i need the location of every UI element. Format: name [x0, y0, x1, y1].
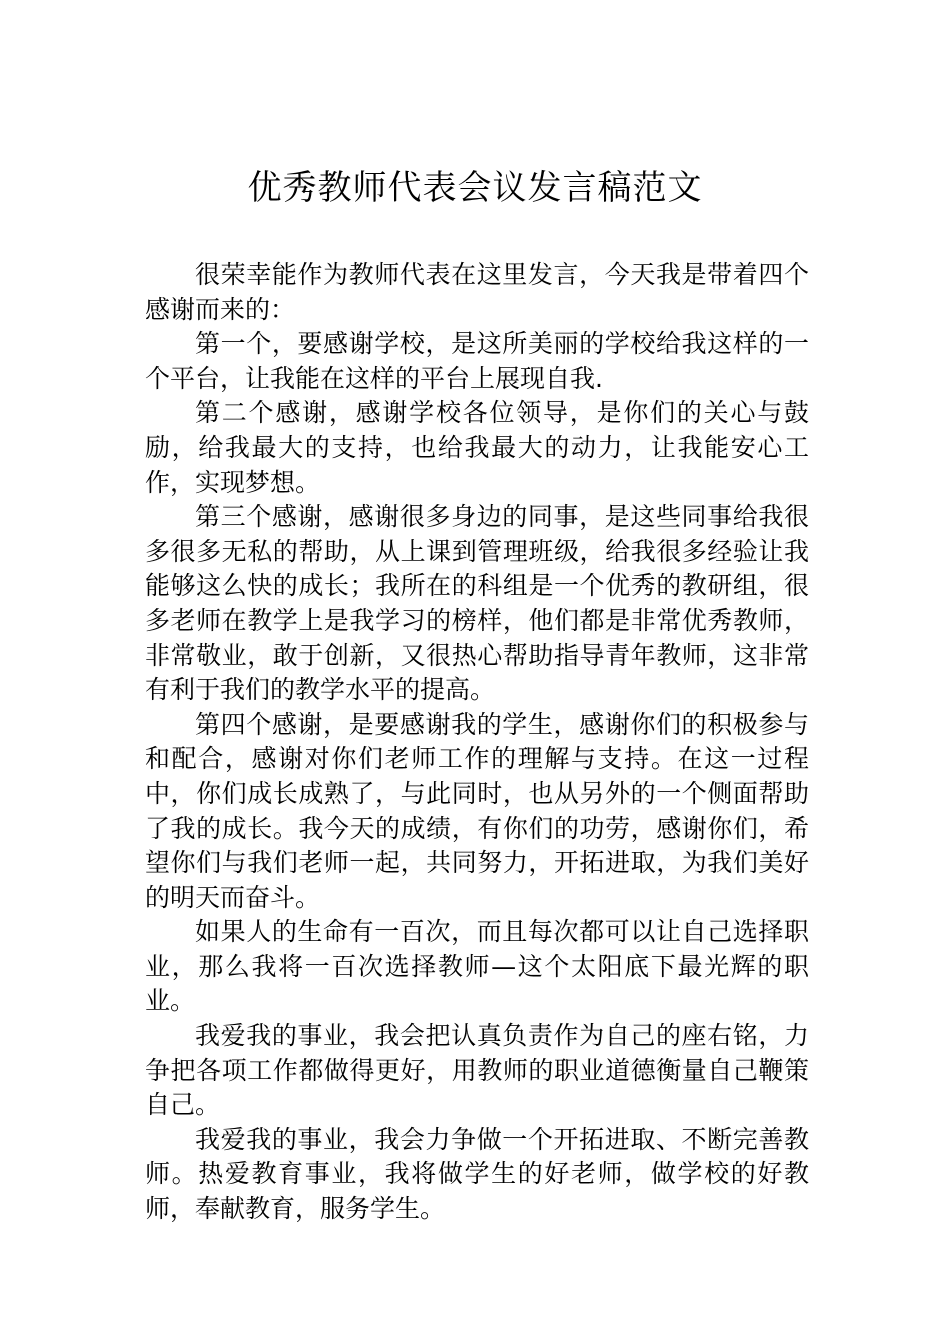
paragraph-thanks-leaders: 第二个感谢，感谢学校各位领导，是你们的关心与鼓励，给我最大的支持，也给我最大的动力，让我能安心工作，实现梦想。 [145, 398, 809, 497]
document-body [145, 258, 809, 1227]
paragraph-thanks-students: 第四个感谢，是要感谢我的学生，感谢你们的积极参与和配合，感谢对你们老师工作的理解与支持。在这一过程中，你们成长成熟了，与此同时，也从另外的一个侧面帮助了我的成长。我今天的成绩，有你们的功劳，感谢你们，希望你们与我们老师一起，共同努力，开拓进取，为我们美好的明天而奋斗。 [145, 709, 809, 912]
paragraph-intro: 很荣幸能作为教师代表在这里发言，今天我是带着四个感谢而来的： [145, 260, 809, 324]
paragraph-thanks-school: 第一个，要感谢学校，是这所美丽的学校给我这样的一个平台，让我能在这样的平台上展现自我. [145, 329, 809, 393]
paragraph-career-choice: 如果人的生命有一百次，而且每次都可以让自己选择职业，那么我将一百次选择教师—这个太阳底下最光辉的职业。 [145, 917, 809, 1016]
document-title: 优秀教师代表会议发言稿范文 [247, 168, 703, 208]
paragraph-thanks-colleagues: 第三个感谢，感谢很多身边的同事，是这些同事给我很多很多无私的帮助，从上课到管理班级，给我很多经验让我能够这么快的成长；我所在的科组是一个优秀的教研组，很多老师在教学上是我学习的榜样，他们都是非常优秀教师，非常敬业，敢于创新，又很热心帮助指导青年教师，这非常有利于我们的教学水平的提高。 [145, 502, 809, 705]
paragraph-motto: 我爱我的事业，我会把认真负责作为自己的座右铭，力争把各项工作都做得更好，用教师的职业道德衡量自己鞭策自己。 [145, 1021, 809, 1120]
paragraph-commitment: 我爱我的事业，我会力争做一个开拓进取、不断完善教师。热爱教育事业，我将做学生的好老师，做学校的好教师，奉献教育，服务学生。 [145, 1124, 809, 1224]
